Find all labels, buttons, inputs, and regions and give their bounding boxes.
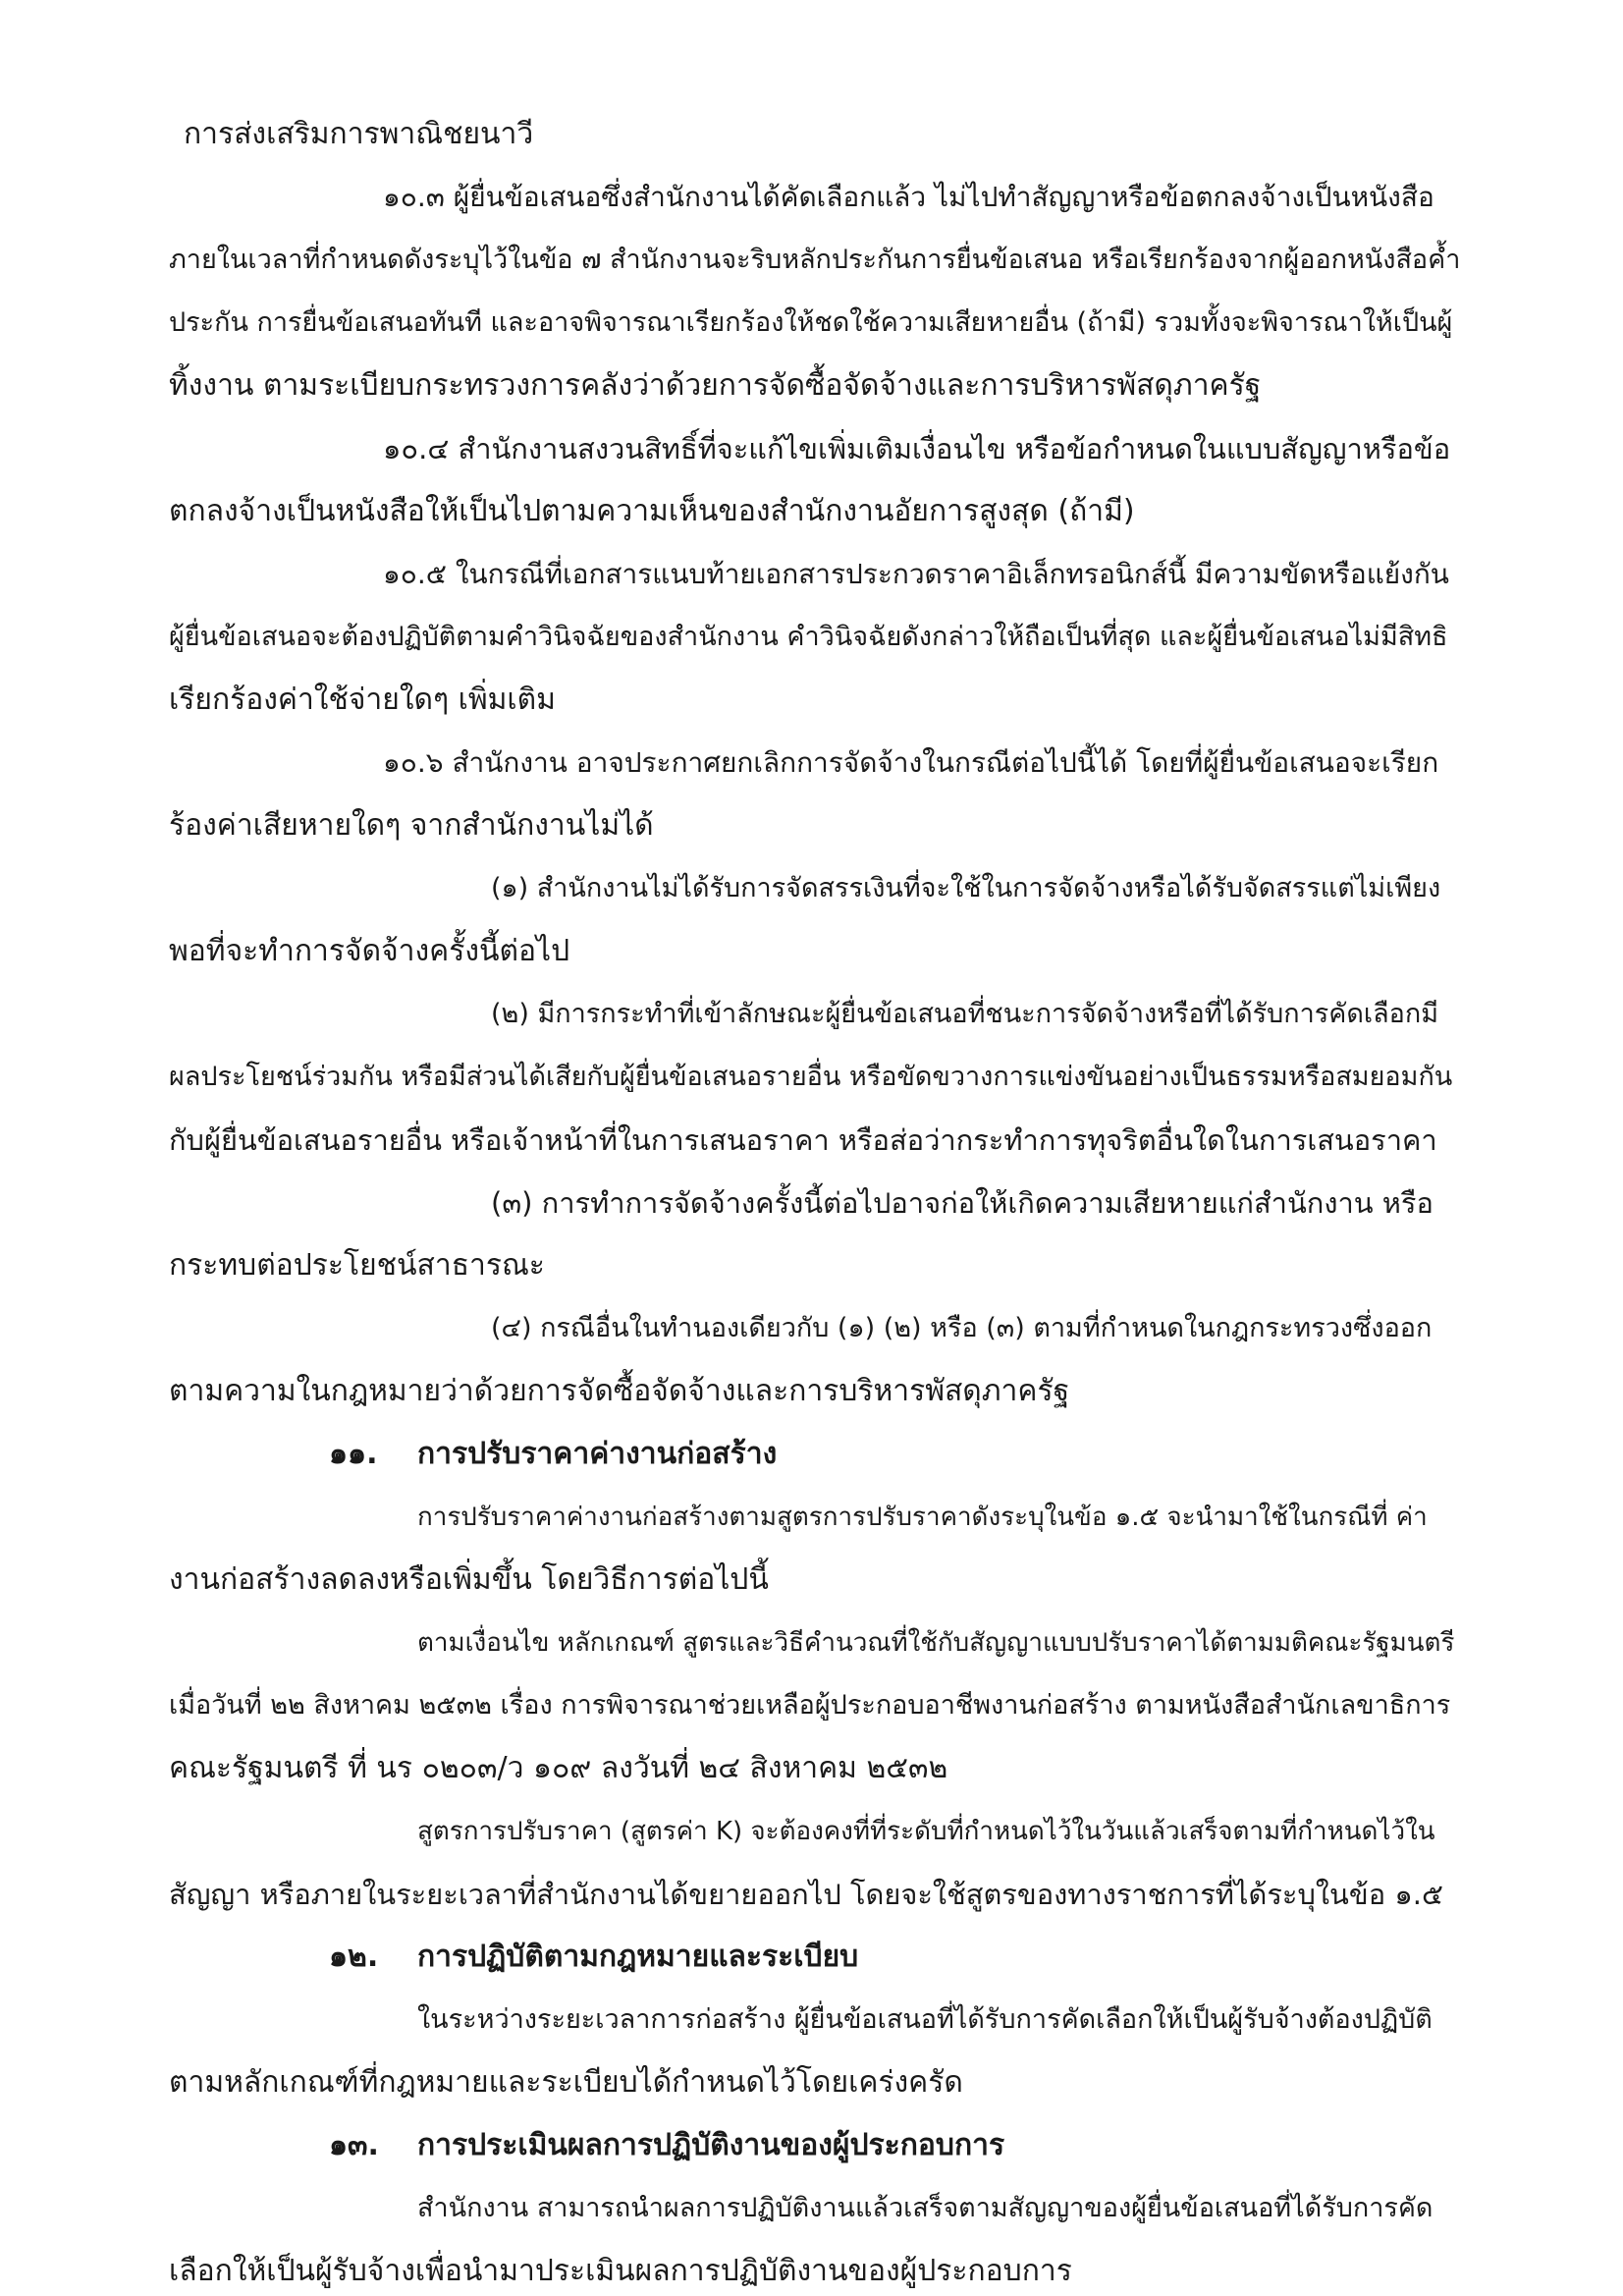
text-line: (๓) การทำการจัดจ้างครั้งนี้ต่อไปอาจก่อให้เกิดความเสียหายแก่สำนักงาน หรือ xyxy=(491,1186,1434,1220)
text-line: สูตรการปรับราคา (สูตรค่า K) จะต้องคงที่ที่ระดับที่กำหนดไว้ในวันแล้วเสร็จตามที่กำหนดไว้ใน xyxy=(417,1817,1435,1846)
text-line: พอที่จะทำการจัดจ้างครั้งนี้ต่อไป xyxy=(169,934,570,968)
text-line: คณะรัฐมนตรี ที่ นร ๐๒๐๓/ว ๑๐๙ ลงวันที่ ๒๔ สิงหาคม ๒๕๓๒ xyxy=(169,1751,948,1785)
text-line: ผลประโยชน์ร่วมกัน หรือมีส่วนได้เสียกับผู้ยื่นข้อเสนอรายอื่น หรือขัดขวางการแข่งขันอย่างเป็นธรรมหรือสมยอมกัน xyxy=(169,1062,1453,1092)
text-line: ตกลงจ้างเป็นหนังสือให้เป็นไปตามความเห็นของสำนักงานอัยการสูงสุด (ถ้ามี) xyxy=(169,494,1135,528)
text-line: เรียกร้องค่าใช้จ่ายใดๆ เพิ่มเติม xyxy=(169,683,556,717)
text-line: ตามหลักเกณฑ์ที่กฎหมายและระเบียบได้กำหนดไว้โดยเคร่งครัด xyxy=(169,2065,963,2100)
text-line: ตามความในกฎหมายว่าด้วยการจัดซื้อจัดจ้างและการบริหารพัสดุภาครัฐ xyxy=(169,1374,1070,1408)
section-heading: การประเมินผลการปฏิบัติงานของผู้ประกอบการ xyxy=(417,2128,1005,2162)
text-line: ๑๐.๖ สำนักงาน อาจประกาศยกเลิกการจัดจ้างในกรณีต่อไปนี้ได้ โดยที่ผู้ยื่นข้อเสนอจะเรียก xyxy=(383,746,1439,779)
text-line: ประกัน การยื่นข้อเสนอทันที และอาจพิจารณาเรียกร้องให้ชดใช้ความเสียหายอื่น (ถ้ามี) รวมทั้งจะพิจารณาให้เป็นผู้ xyxy=(169,307,1453,338)
text-line: ๑๐.๔ สำนักงานสงวนสิทธิ์ที่จะแก้ไขเพิ่มเติมเงื่อนไข หรือข้อกำหนดในแบบสัญญาหรือข้อ xyxy=(383,432,1451,465)
text-line: เมื่อวันที่ ๒๒ สิงหาคม ๒๕๓๒ เรื่อง การพิจารณาช่วยเหลือผู้ประกอบอาชีพงานก่อสร้าง ตามหนังสือสำนักเลขาธิการ xyxy=(169,1690,1451,1721)
text-line: กระทบต่อประโยชน์สาธารณะ xyxy=(169,1248,545,1283)
text-line: การปรับราคาค่างานก่อสร้างตามสูตรการปรับราคาดังระบุในข้อ ๑.๕ จะนำมาใช้ในกรณีที่ ค่า xyxy=(417,1503,1428,1532)
text-line: การส่งเสริมการพาณิชยนาวี xyxy=(184,117,534,151)
text-line: (๑) สำนักงานไม่ได้รับการจัดสรรเงินที่จะใช้ในการจัดจ้างหรือได้รับจัดสรรแต่ไม่เพียง xyxy=(491,873,1441,903)
text-line: (๒) มีการกระทำที่เข้าลักษณะผู้ยื่นข้อเสนอที่ชนะการจัดจ้างหรือที่ได้รับการคัดเลือกมี xyxy=(491,999,1439,1029)
text-line: ภายในเวลาที่กำหนดดังระบุไว้ในข้อ ๗ สำนักงานจะริบหลักประกันการยื่นข้อเสนอ หรือเรียกร้องจากผู้ออกหนังสือค้ำ xyxy=(169,245,1461,275)
section-number: ๑๑. xyxy=(329,1437,378,1471)
text-line: เลือกให้เป็นผู้รับจ้างเพื่อนำมาประเมินผลการปฏิบัติงานของผู้ประกอบการ xyxy=(169,2254,1072,2288)
section-number: ๑๓. xyxy=(329,2128,379,2162)
text-line: สัญญา หรือภายในระยะเวลาที่สำนักงานได้ขยายออกไป โดยจะใช้สูตรของทางราชการที่ได้ระบุในข้อ ๑.๕ xyxy=(169,1878,1443,1911)
section-heading: การปรับราคาค่างานก่อสร้าง xyxy=(417,1437,778,1471)
section-heading: การปฏิบัติตามกฎหมายและระเบียบ xyxy=(417,1940,859,1974)
text-line: งานก่อสร้างลดลงหรือเพิ่มขึ้น โดยวิธีการต่อไปนี้ xyxy=(169,1562,769,1597)
section-number: ๑๒. xyxy=(329,1940,379,1974)
text-line: กับผู้ยื่นข้อเสนอรายอื่น หรือเจ้าหน้าที่ในการเสนอราคา หรือส่อว่ากระทำการทุจริตอื่นใดในการเสนอราคา xyxy=(169,1123,1437,1157)
text-line: ทิ้งงาน ตามระเบียบกระทรวงการคลังว่าด้วยการจัดซื้อจัดจ้างและการบริหารพัสดุภาครัฐ xyxy=(169,368,1262,403)
text-line: ผู้ยื่นข้อเสนอจะต้องปฏิบัติตามคำวินิจฉัยของสำนักงาน คำวินิจฉัยดังกล่าวให้ถือเป็นที่สุด และผู้ยื่นข้อเสนอไม่มีสิทธิ xyxy=(169,622,1448,652)
text-line: สำนักงาน สามารถนำผลการปฏิบัติงานแล้วเสร็จตามสัญญาของผู้ยื่นข้อเสนอที่ได้รับการคัด xyxy=(417,2193,1434,2223)
text-line: ตามเงื่อนไข หลักเกณฑ์ สูตรและวิธีคำนวณที่ใช้กับสัญญาแบบปรับราคาได้ตามมติคณะรัฐมนตรี xyxy=(417,1628,1455,1658)
text-line: (๔) กรณีอื่นในทำนองเดียวกับ (๑) (๒) หรือ (๓) ตามที่กำหนดในกฎกระทรวงซึ่งออก xyxy=(491,1313,1433,1343)
text-line: ร้องค่าเสียหายใดๆ จากสำนักงานไม่ได้ xyxy=(169,808,654,843)
text-line: ในระหว่างระยะเวลาการก่อสร้าง ผู้ยื่นข้อเสนอที่ได้รับการคัดเลือกให้เป็นผู้รับจ้างต้องปฏิบัติ xyxy=(417,2004,1433,2035)
text-line: ๑๐.๕ ในกรณีที่เอกสารแนบท้ายเอกสารประกวดราคาอิเล็กทรอนิกส์นี้ มีความขัดหรือแย้งกัน xyxy=(383,558,1449,590)
text-line: ๑๐.๓ ผู้ยื่นข้อเสนอซึ่งสำนักงานได้คัดเลือกแล้ว ไม่ไปทำสัญญาหรือข้อตกลงจ้างเป็นหนังสือ xyxy=(383,181,1434,213)
